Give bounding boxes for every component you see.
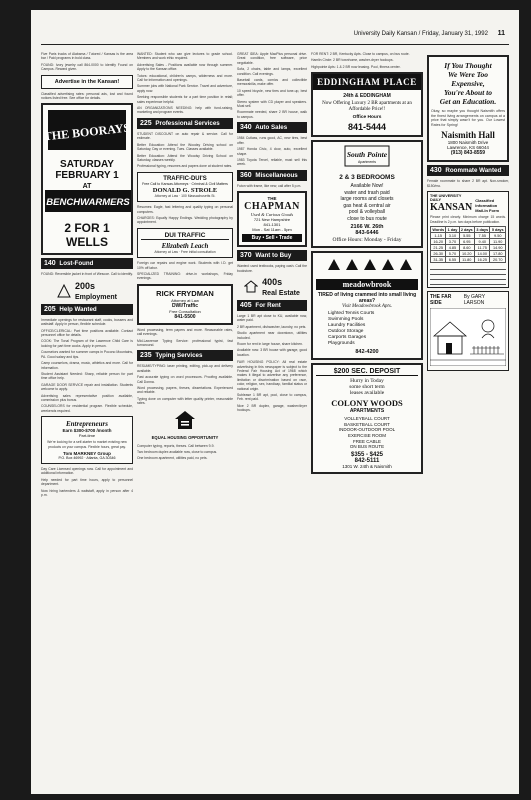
entrepreneurs-address: P.O. Box 46992 · Atlanta, GA 30346: [58, 455, 116, 460]
classified-small-copy: Classified advertising rates: personal ads, lost and found notices listed free. See office for details.: [41, 91, 133, 101]
professional-copy: STUDENT DISCOUNT on auto repair & service. Call for estimate. Better Education: Attend the Woodsy Driving school on Saturday, Day or evening. Tues. Classes available. Better Education: Attend the Woodsy Driving School on Saturday, classes weekly. Professional typing, resumes and papers done at student rates.: [137, 131, 233, 169]
south-pointe-sub: Apartments: [358, 160, 376, 165]
rate-cell: 7.55: [475, 233, 490, 239]
meadowbrook-name: meadowbrook: [316, 279, 418, 290]
meadowbrook-ad: [311, 251, 423, 360]
lost-found-copy: FOUND: Reversible jacket in front of Wescoe. Call to identify.: [41, 272, 133, 277]
section-label: Miscellaneous: [255, 171, 298, 179]
south-pointe-sizes: 2 & 3 BEDROOMS: [339, 174, 395, 182]
form-kansan: KANSAN: [430, 202, 473, 214]
auto-copy: 1984 Cutlass, runs good, AC, new tires, best offer. 1987 Honda Civic, 4 door, auto, excellent shape. 1983 Toyota Tercel, reliable, must sell this week.: [237, 136, 307, 167]
eddingham-ad: [311, 72, 423, 137]
eddingham-phone: 841-5444: [347, 122, 387, 133]
feature-item: close to bus route: [347, 215, 387, 222]
rate-header-cell: 5 days: [491, 227, 504, 232]
deposit-line3: leases available: [349, 390, 385, 397]
section-for-rent: [237, 300, 307, 311]
column-4: [311, 52, 423, 788]
roommate-copy: Female roommate to share 2 BR apt. Non-smoker, $150/mo.: [427, 179, 509, 188]
rick-frydman-ad: [137, 284, 233, 325]
category-real-estate: [237, 277, 307, 297]
form-lines: [430, 265, 506, 285]
eddingham-title: EDDINGHAM PLACE: [313, 74, 421, 90]
rick-line1: DWI/Traffic: [171, 302, 199, 309]
section-number: 205: [44, 305, 56, 313]
section-label: Help Wanted: [59, 305, 97, 313]
form-line[interactable]: [430, 280, 506, 285]
col1-bottom-copy: Day Care Licensed openings now. Call for appointment and additional information. Help needed for part time hours, apply to personnel department. Now hiring bartenders & waitstaff, apply in person after 4 p.m.: [41, 466, 133, 497]
col2-lower-copy: Word processing, term papers and more. Reasonable rates, call evenings. Mid-Lawrence Typing Service: professional typist, fast turnaround.: [137, 327, 233, 347]
rate-cell: 9.40: [475, 239, 490, 245]
eddingham-address: 24th & EDDINGHAM: [343, 93, 391, 100]
form-title: Classified Information Mail-In Form: [475, 198, 500, 214]
feature-item: FREE CABLE: [352, 438, 381, 444]
rate-cell: 1-15: [431, 233, 446, 239]
rate-header-cell: 3 days: [476, 227, 489, 232]
section-label: Professional Services: [155, 119, 220, 127]
meadowbrook-question: TIRED of living crammed into small living areas?: [317, 292, 417, 305]
dui-traffic-ad: [137, 228, 233, 258]
paper-name: University Daily Kansan: [353, 31, 417, 37]
rate-cell: 26-30: [431, 251, 446, 257]
employment-icon: [57, 284, 71, 298]
boorays-deal: 2 FOR 1: [64, 221, 110, 236]
section-number: 405: [240, 301, 252, 309]
section-number: 360: [240, 171, 252, 179]
category-employment: [41, 281, 133, 301]
rate-cell: 8.60: [459, 245, 474, 251]
rate-cell: 10.20: [459, 251, 474, 257]
south-pointe-ad: [311, 140, 423, 248]
rate-row: [431, 257, 506, 263]
amenity-item: Playgrounds: [328, 341, 355, 347]
rate-cell: 16.25: [475, 257, 490, 263]
rick-phone: 841-5500: [174, 313, 196, 320]
col3-top-copy: Sofa, 2 chairs, table and lamps, excellent condition. Call evenings. Baseball cards, comics and collectible memorabilia, make offer. 10 speed bicycle, new tires and tune-up, best offer. Stereo system with CD player and speakers. Must sell. Roommate needed, share 2 BR house, walk to campus.: [237, 67, 307, 119]
feature-item: water and trash paid: [344, 189, 390, 196]
colony-woods-ad: [311, 363, 423, 474]
rate-cell: 11.90: [490, 239, 506, 245]
south-pointe-phone: 843-6446: [355, 230, 379, 237]
benchwarmers-logo: [45, 190, 131, 212]
section-number: 140: [44, 260, 56, 268]
naismith-city: Lawrence, KS 66044: [447, 145, 489, 151]
chapman-ad: [237, 191, 307, 247]
boorays-date: FEBRUARY 1: [55, 170, 119, 182]
entrepreneurs-type: Part-time: [78, 433, 96, 439]
want-buy-copy: Wanted: used textbooks, paying cash. Call the bookstore.: [237, 264, 307, 273]
advertise-box: [41, 75, 133, 89]
page-header: [31, 10, 519, 42]
section-number: 225: [140, 119, 152, 127]
rate-cell: 4.85: [446, 245, 459, 251]
entrepreneurs-title: Entrepreneurs: [65, 420, 108, 429]
section-auto-sales: [237, 122, 307, 133]
naismith-address: 1800 Naismith Drive: [447, 140, 489, 146]
rate-table: [430, 226, 506, 263]
deposit-line2: some short term: [349, 384, 385, 391]
entrepreneurs-firm: Tom MARKNEY Group: [63, 450, 111, 456]
section-number: 370: [240, 252, 252, 260]
meadowbrook-amenities: [316, 311, 418, 347]
amenity-item: Laundry Facilities: [328, 323, 366, 329]
traffic-dui-ad: [137, 172, 233, 202]
col2-bottom-copy: Computer typing, reports, theses. Call between 9-9. Two bedroom duplex available now, close to campus. One bedroom apartment, utilities paid, no pets.: [137, 443, 218, 461]
column-3: [237, 52, 307, 788]
section-label: Auto Sales: [255, 124, 288, 132]
traffic-sub: Free Call to Kansas Attorneys · Criminal & Civil Matters: [142, 181, 228, 186]
col2-top-copy: WANTED: Student who can give lectures to grade school. Members and work ethic required. Advertising Sales - Positions available now through summer. Apply to the Kansan office. Tutors: educational, children's camps, wilderness and more. Call for information and openings. Summer jobs with National Park Service. Travel and adventure, apply now. Seeking responsible students for a part time position in retail; sales experience helpful. AN ORGANIZATIONS NEEDING: help with fund-raising, marketing and program events.: [137, 52, 233, 115]
section-number: 430: [430, 167, 442, 175]
comic-byline: By GARY LARSON: [463, 294, 485, 306]
amenity-item: Swimming Pools: [328, 317, 364, 323]
dui-name: Elizabeth Leach: [161, 241, 209, 250]
section-number: 235: [140, 352, 152, 360]
advertise-text: Advertise in the Kansan!: [54, 78, 120, 85]
newspaper-page: [31, 10, 519, 794]
col3-bottom-copy: Sublease 1 BR apt, pool, close to campus, Feb. rent paid. Nice 2 BR duplex, garage, washer/dryer hookups.: [237, 393, 307, 413]
section-typing-services: [137, 350, 233, 361]
feature-item: ON BUS ROUTE: [349, 444, 385, 450]
traffic-copy: Attorney at Law · 100 Massachusetts St.: [154, 193, 216, 198]
header-rule: [41, 44, 509, 45]
chapman-tag: Buy • Sell • Trade: [242, 234, 302, 242]
rate-cell: 21-25: [431, 245, 446, 251]
far-side-comic: [427, 291, 509, 371]
rate-cell: 16-20: [431, 239, 446, 245]
eddingham-hours: Office Hours: [352, 115, 382, 121]
entrepreneurs-copy: We're looking for a self-starter to market existing new products on your campus. Flexible hours, great pay.: [47, 440, 127, 449]
deposit-line1: Hurry in Today: [350, 378, 384, 385]
typing-copy: RESUME/TYPING: laser printing, editing, pick-up and delivery available. Fast accurate typing on word processors. Proofing available. Call Donna. Word processing, papers, theses, dissertations. Experienced and reliable. Typing done on computer with letter quality printer, reasonable rates.: [137, 364, 233, 406]
feature-item: INDOOR-OUTDOOR POOL: [338, 427, 396, 433]
headline-line: If You Thought: [444, 61, 492, 70]
feature-item: gas heat & central air: [343, 202, 391, 209]
rate-cell: 14.00: [475, 251, 490, 257]
rate-body: [431, 233, 506, 263]
naismith-copy: Okay, so maybe you thought Naismith offers the finest living arrangements on campus at a price that simply wasn't for you. Our Lowest Rates for Spring!: [431, 109, 505, 127]
column-5: [427, 52, 509, 788]
comic-title: THE FAR SIDE: [430, 294, 452, 306]
naismith-phone: (913) 843-8559: [450, 150, 486, 157]
traffic-title: TRAFFIC-DUI'S: [163, 175, 207, 182]
column-2: [137, 52, 233, 788]
eddingham-offer: Now Offering Luxury 2 BR apartments at an Affordable Price!!: [322, 101, 412, 113]
meadowbrook-logo: [322, 256, 412, 274]
section-roommate-wanted: [427, 165, 509, 176]
rate-cell: 3.70: [446, 239, 459, 245]
section-lost-found: [41, 258, 133, 269]
traffic-name: DONALD G. STROLE: [152, 186, 218, 194]
rate-cell: 3.10: [446, 233, 459, 239]
south-pointe-logo: [344, 145, 390, 167]
dui-copy: Attorney at Law · Free initial consultation: [154, 249, 216, 254]
employment-num: 200s: [74, 280, 96, 291]
rick-line2: Free Consultation: [169, 308, 201, 314]
equal-housing-text: EQUAL HOUSING OPPORTUNITY: [151, 434, 219, 440]
form-paper: THE UNIVERSITY DAILY: [430, 194, 462, 203]
chapman-hours: Mon - Sat 11am - 5pm: [252, 227, 292, 233]
rate-header-cell: 1 day: [447, 227, 458, 232]
rate-cell: 5.70: [446, 251, 459, 257]
section-want-to-buy: [237, 250, 307, 261]
section-miscellaneous: [237, 170, 307, 181]
section-label: Typing Services: [155, 352, 203, 360]
boorays-wells: WELLS: [66, 235, 108, 250]
employment-label: Employment: [74, 293, 117, 301]
feature-item: BASKETBALL COURT: [344, 421, 390, 427]
amenity-item: Lighted Tennis Courts: [328, 311, 375, 317]
boorays-title: THE BOORAYS: [47, 120, 127, 144]
section-help-wanted: [41, 304, 133, 315]
dummy-copy: Five Paris trucks of Alabama / Tutored / Kansas is the area bar / Paid programs in bold class. FOUND: Ivory jewelry call 864-0000 to identify Found on Campus. Reward given.: [41, 52, 133, 72]
amenity-item: Carports Garages: [328, 335, 367, 341]
rick-name: RICK FRYDMAN: [156, 288, 214, 298]
amenity-item: Outdoor Storage: [328, 329, 364, 335]
rate-cell: 11.75: [475, 245, 490, 251]
section-number: 340: [240, 124, 252, 132]
feature-item: large rooms and closets: [340, 196, 394, 203]
south-pointe-hours: Office Hours: Monday - Friday: [332, 237, 402, 244]
rate-cell: 6.55: [446, 257, 459, 263]
headline-line: Expensive,: [451, 79, 485, 88]
rate-cell: 20.70: [490, 257, 506, 263]
col4-top-copy: FOR RENT: 2 BR, Kentucky Apts. Close to campus, on bus route. Hamlin Circle: 2 BR townhome, washer-dryer hookups. Highpointe Apts: 1 & 2 BR now leasing. Pool, fitness center.: [311, 52, 410, 69]
masthead: University Daily Kansan / Friday, January 31, 1992 11: [353, 30, 505, 37]
meadowbrook-phone: 842-4200: [355, 349, 379, 356]
naismith-brand: Naismith Hall: [441, 130, 495, 141]
colony-woods-price: $355 - $425: [350, 451, 384, 458]
rate-cell: 9.50: [490, 233, 506, 239]
entrepreneurs-ad: [41, 416, 133, 464]
colony-woods-sub: APARTMENTS: [349, 408, 385, 415]
boorays-at: AT: [82, 183, 92, 191]
rate-header-cell: 2 days: [460, 227, 473, 232]
feature-item: pool & volleyball: [348, 209, 386, 216]
page-number: 11: [497, 30, 505, 37]
section-label: Want to Buy: [255, 252, 292, 260]
colony-woods-features: [316, 416, 418, 450]
rate-header-cell: Words: [432, 227, 445, 232]
boorays-ad: [41, 103, 133, 255]
headline-line: Get an Education.: [439, 97, 497, 106]
colony-woods-address: 1301 W. 24th & Naismith: [342, 463, 392, 469]
form-instructions: Please print clearly. Minimum charge 15 words. Deadline is 2 p.m. two days before publication.: [430, 215, 506, 224]
feature-item: Available Now!: [350, 183, 384, 190]
rate-cell: 31-35: [431, 257, 446, 263]
naismith-hall-ad: [427, 55, 509, 162]
feature-item: VOLLEYBALL COURT: [344, 416, 390, 422]
entrepreneurs-pay: Earn $300-$700 /month: [62, 428, 112, 434]
section-professional-services: [137, 118, 233, 129]
naismith-headline: [431, 61, 505, 106]
south-pointe-address: 2166 W. 26th: [350, 224, 384, 231]
great-idea-copy: GREAT IDEA: Apple MacPlus personal drive. Great condition, free software, price negotiable.: [237, 52, 307, 65]
colony-woods-phone: 842-5111: [354, 457, 380, 464]
col2-mid-copy: Resumes: Eagle, fast lettering and quality typing on personal computers. CHARGES: Equally Happy Endings. Wedding photography by appointment.: [137, 205, 233, 225]
dui-title: DUI TRAFFIC: [141, 232, 229, 240]
house-icon: [244, 280, 258, 293]
chapman-address: 721 New Hampshire: [253, 217, 291, 223]
rate-cell: 17.80: [490, 251, 506, 257]
section-label: Lost-Found: [59, 260, 94, 268]
chapman-phone: 841-1301: [263, 222, 281, 228]
issue-date: Friday, January 31, 1992: [421, 31, 488, 37]
equal-housing-icon: [174, 410, 196, 430]
chapman-the: THE: [267, 196, 277, 202]
rick-title: Attorney at Law: [171, 297, 199, 303]
feature-item: EXERCISE ROOM: [347, 433, 386, 438]
section-label: Roommate Wanted: [445, 167, 502, 175]
deposit-title: $200 SEC. DEPOSIT: [316, 368, 418, 376]
rate-cell: 11.80: [459, 257, 474, 263]
rate-cell: 5.55: [459, 233, 474, 239]
classified-form: [427, 191, 509, 288]
rate-cell: 14.90: [490, 245, 506, 251]
boorays-logo: [47, 109, 127, 151]
south-pointe-features: [316, 183, 418, 222]
colony-woods-name: COLONY WOODS: [331, 398, 403, 409]
help-wanted-copy: Immediate openings for restaurant staff, cooks, bussers and waitstaff. Apply in person, flexible schedule. OFFICE/CLERICAL: Part time positions available. Contact personnel office for details. COOK: The Tonal Program of the Lawrence Child Care is looking for part time cooks. Apply in person. Counselors wanted for summer camps in Pocono Mountains, PA. Good salary and tips. Camp counselors, drama, music, athletics and more. Call for information. Student Assistant Needed: Sharp, reliable person for part time office help. GARAGE DOOR SERVICE repair and installation. Students welcome to apply. Advertising sales representative position available, commission plus bonus. COUNSELORS for residential program. Flexible schedule, weekends required.: [41, 317, 133, 413]
boorays-day: SATURDAY: [60, 159, 114, 171]
real-estate-num: 400s: [262, 276, 283, 287]
comic-illustration: [430, 308, 506, 366]
benchwarmers-text: BENCHWARMERS: [46, 197, 130, 209]
col2-mid-copy-2: Foreign car repairs and engine work. Students with I.D. get 10% off labor. SPECIALIZED TRAINING: drive-in workshops, Friday evenings.: [137, 261, 233, 281]
equal-housing-logo: [137, 410, 233, 440]
headline-line: We Were Too: [447, 70, 489, 79]
chapman-sub: Used & Curious Goods: [250, 212, 294, 218]
for-rent-copy: Large 1 BR apt close to KU, available now, water paid. 2 BR apartment, dishwasher, laundry, no pets. Studio apartment near downtown, utilities included. Room for rent in large house, share kitchen. Available now: 3 BR house with garage, good location.: [237, 313, 307, 357]
south-pointe-name: South Pointe: [346, 150, 388, 160]
section-label: For Rent: [255, 301, 281, 309]
misc-copy: Futon with frame, like new, call after 5 p.m.: [237, 183, 302, 188]
headline-line: You're About to: [443, 88, 493, 97]
real-estate-label: Real Estate: [262, 289, 300, 297]
chapman-name: CHAPMAN: [244, 201, 300, 213]
rate-cell: 6.95: [459, 239, 474, 245]
meadowbrook-visit: Visit Meadowbrook Apts.: [341, 304, 393, 310]
fair-housing-copy: FAIR HOUSING POLICY: All real estate advertising in this newspaper is subject to the Federal Fair Housing Act of 1968 which makes it illegal to advertise any preference, limitation or discrimination based on race, color, religion, sex, handicap, familial status or national origin.: [237, 360, 307, 391]
column-1: [41, 52, 133, 788]
